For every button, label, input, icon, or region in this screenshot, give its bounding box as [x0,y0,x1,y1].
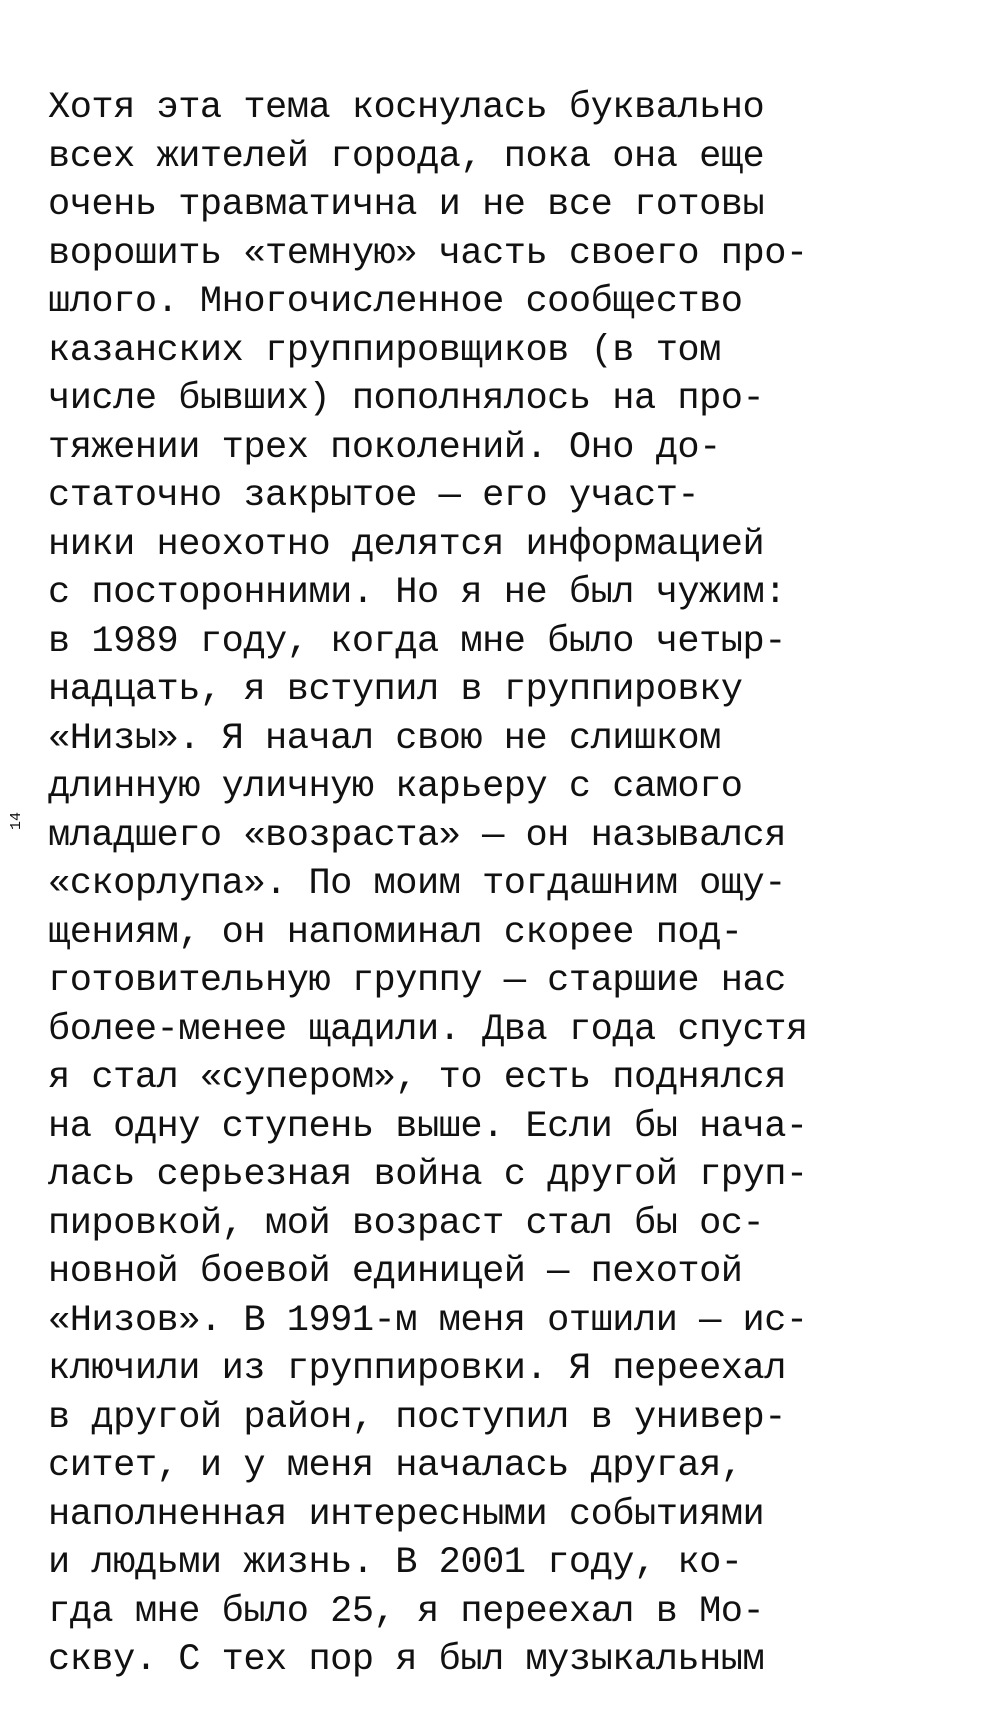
text-line: казанских группировщиков (в том [48,329,721,372]
text-line: ники неохотно делятся информацией [48,523,765,566]
text-line: тяжении трех поколений. Оно до- [48,426,721,469]
text-line: скву. С тех пор я был музыкальным [48,1639,765,1681]
text-line: числе бывших) пополнялось на про- [48,378,765,420]
text-line: «Низы». Я начал свою не слишком [48,717,721,760]
text-line: в 1989 году, когда мне было четыр- [48,620,786,663]
text-line: Хотя эта тема коснулась буквально [48,87,765,129]
text-line: ситет, и у меня началась другая, [48,1445,743,1487]
text-line: пировкой, мой возраст стал бы ос- [48,1202,765,1245]
text-line: надцать, я вступил в группировку [48,669,743,711]
text-line: ключили из группировки. Я переехал [48,1348,786,1390]
text-line: всех жителей города, пока она еще [48,135,765,178]
text-line: «скорлупа». По моим тогдашним ощу- [48,863,786,905]
text-line: «Низов». В 1991-м меня отшили — ис- [48,1299,808,1342]
text-line: в другой район, поступил в универ- [48,1396,786,1439]
text-line: длинную уличную карьеру с самого [48,766,743,808]
text-line: младшего «возраста» — он назывался [48,814,786,857]
text-line: новной боевой единицей — пехотой [48,1251,743,1293]
text-line: ворошить «темную» часть своего про- [48,232,808,275]
text-line: очень травматична и не все готовы [48,184,765,226]
text-line: гда мне было 25, я переехал в Мо- [48,1590,765,1633]
body-text [48,84,968,1685]
text-line: щениям, он напоминал скорее под- [48,911,743,954]
text-line: с посторонними. Но я не был чужим: [48,572,786,614]
text-line: статочно закрытое — его участ- [48,475,700,517]
text-line: наполненная интересными событиями [48,1493,765,1536]
text-line: я стал «супером», то есть поднялся [48,1057,786,1099]
text-line: и людьми жизнь. В 2001 году, ко- [48,1542,743,1584]
page-number: 14 [8,811,25,830]
text-line: шлого. Многочисленное сообщество [48,281,743,323]
text-line: лась серьезная война с другой груп- [48,1154,808,1196]
text-line: более-менее щадили. Два года спустя [48,1008,808,1051]
text-line: готовительную группу — старшие нас [48,960,786,1002]
text-line: на одну ступень выше. Если бы нача- [48,1105,808,1148]
